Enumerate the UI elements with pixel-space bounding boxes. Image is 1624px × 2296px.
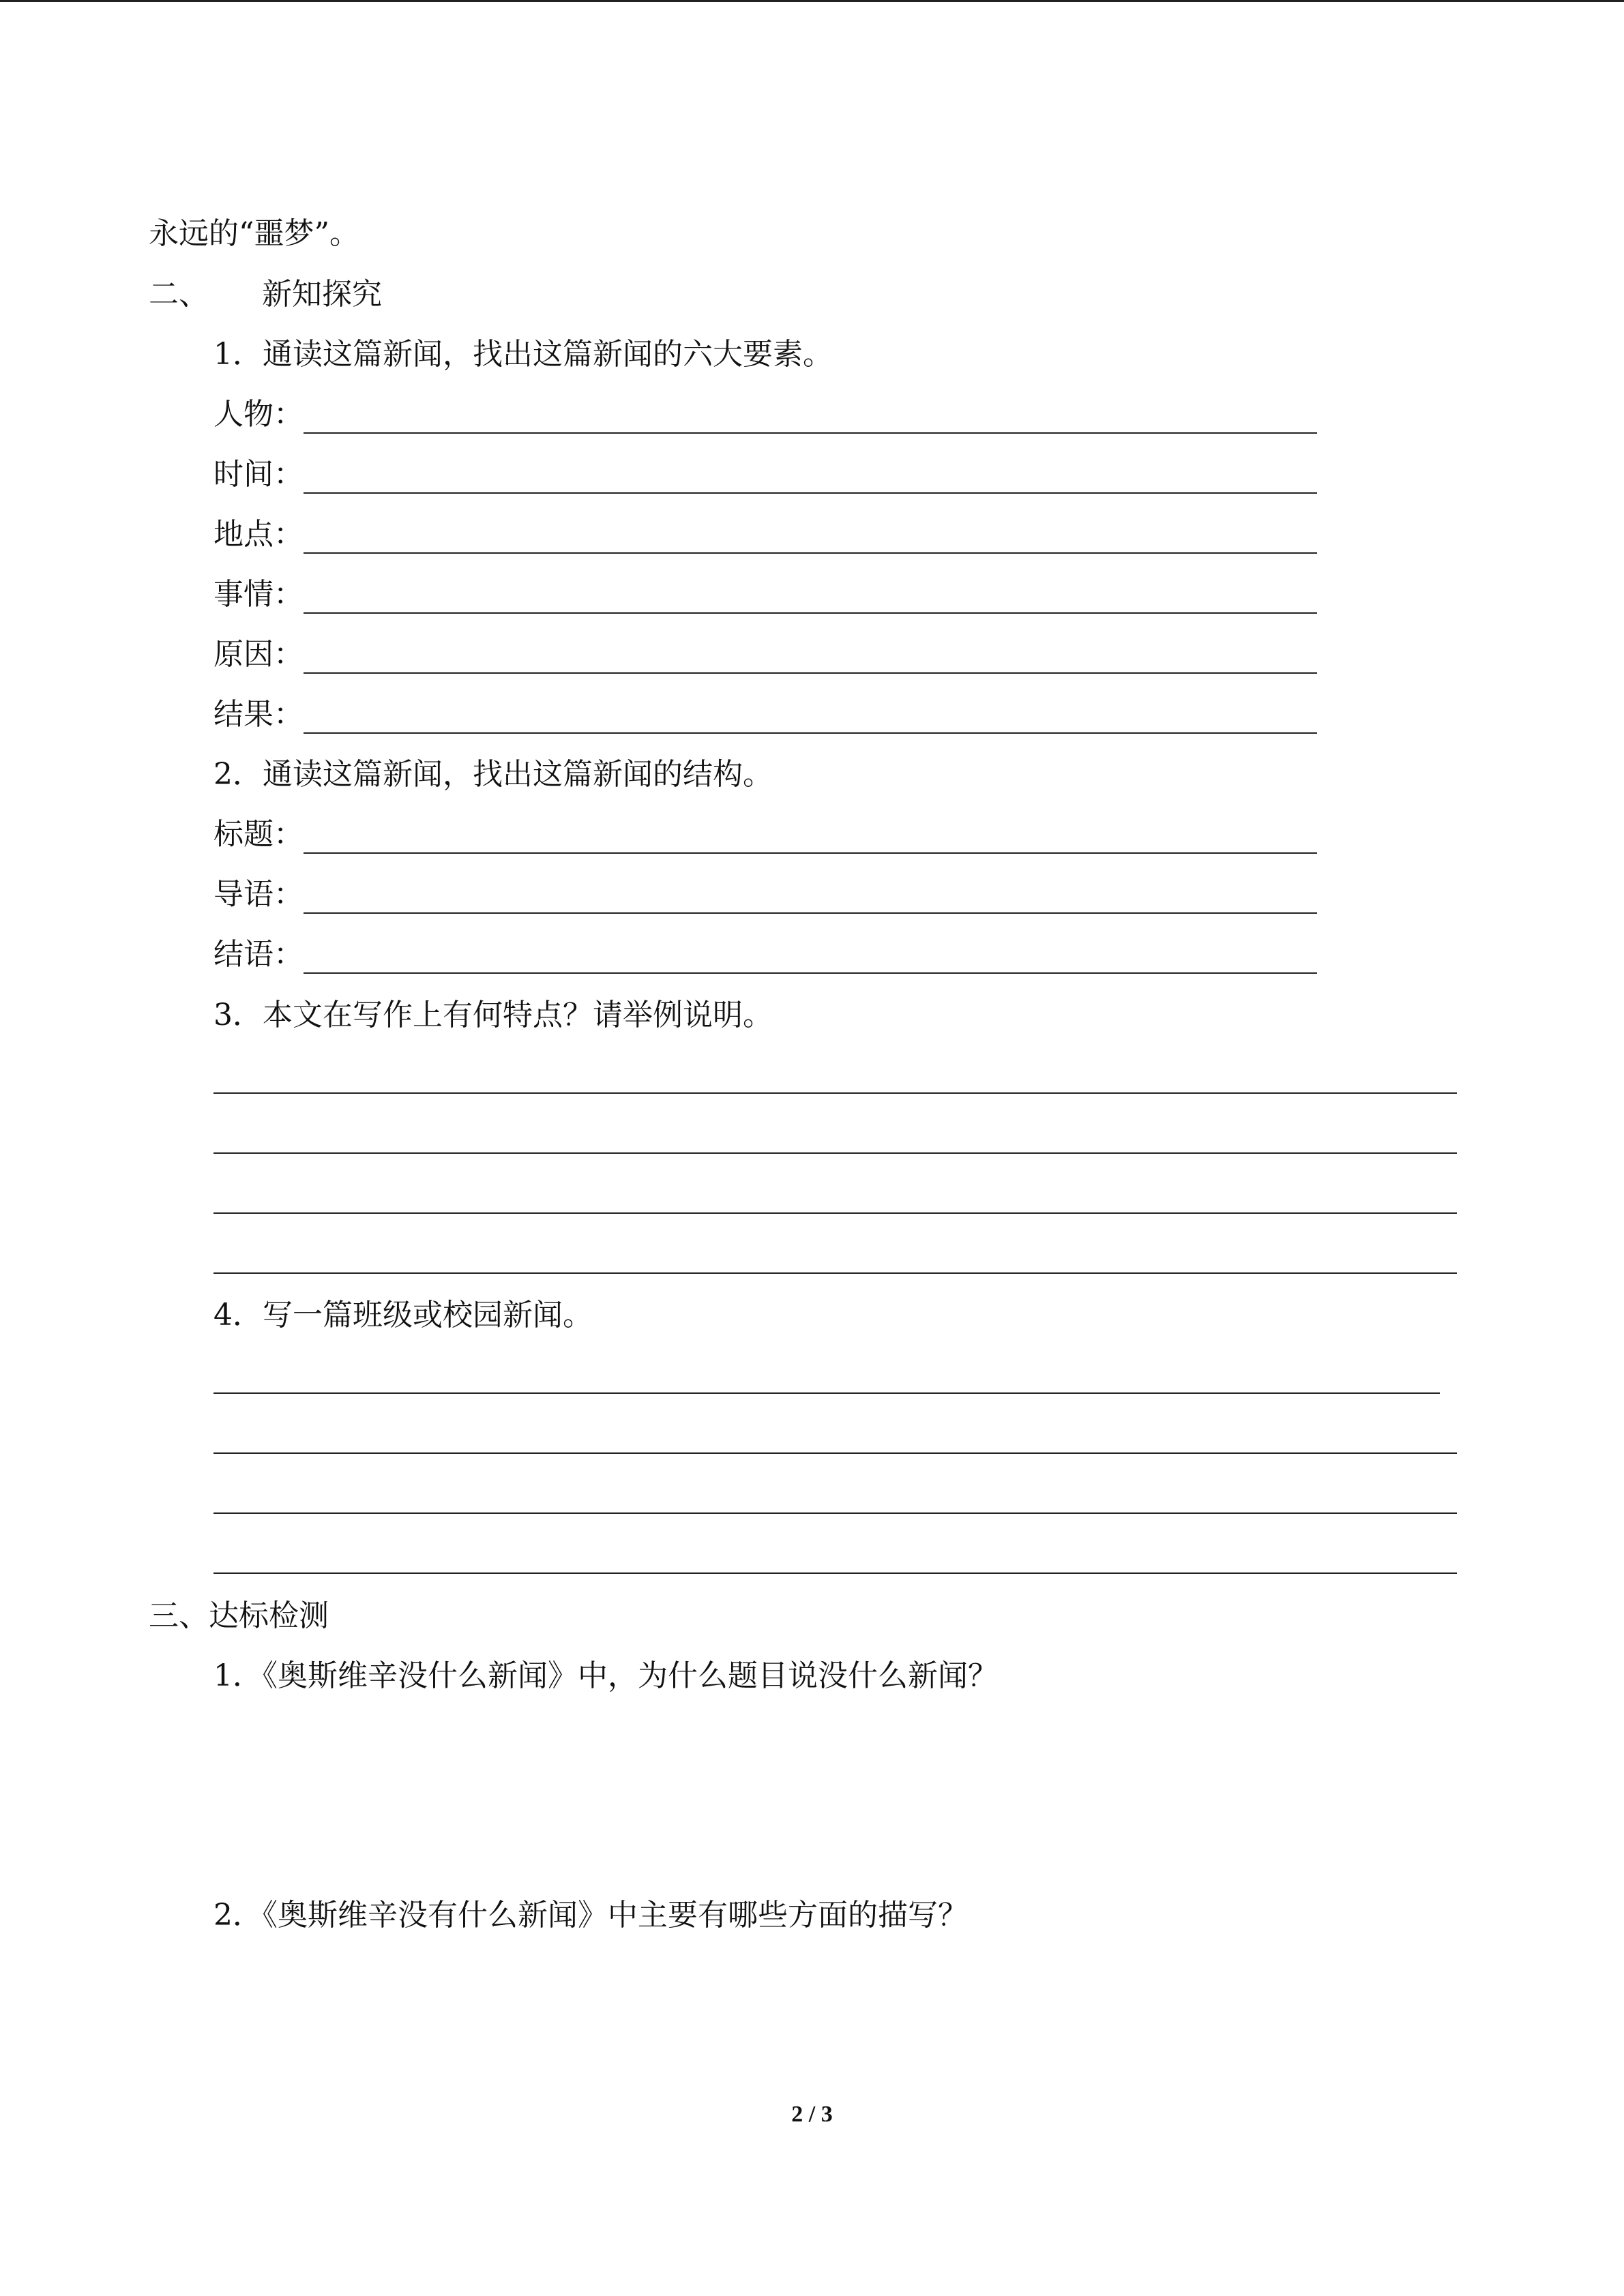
- q4-answer-line[interactable]: [213, 1452, 1457, 1454]
- field-conclusion: [213, 934, 1317, 975]
- field-label: 结果：: [213, 697, 304, 732]
- answer-line[interactable]: [304, 732, 1317, 734]
- field-label: 事情：: [213, 577, 304, 612]
- answer-line[interactable]: [304, 492, 1317, 494]
- q4-answer-line[interactable]: [213, 1392, 1440, 1394]
- section3-q1: 1．《奥斯维辛没什么新闻》中，为什么题目说没什么新闻？: [213, 1658, 998, 1693]
- field-label: 结语：: [213, 937, 304, 972]
- q2-prompt: 2．通读这篇新闻，找出这篇新闻的结构。: [213, 757, 773, 792]
- field-label: 时间：: [213, 457, 304, 492]
- field-label: 原因：: [213, 637, 304, 672]
- q4-prompt: 4．写一篇班级或校园新闻。: [213, 1298, 593, 1332]
- answer-line[interactable]: [304, 432, 1317, 434]
- section2-number: 二、: [149, 277, 209, 312]
- q3-answer-line[interactable]: [213, 1212, 1457, 1214]
- answer-line[interactable]: [304, 552, 1317, 554]
- field-label: 导语：: [213, 877, 304, 912]
- q1-prompt: 1．通读这篇新闻，找出这篇新闻的六大要素。: [213, 337, 833, 372]
- q4-answer-line[interactable]: [213, 1512, 1457, 1514]
- field-place: [213, 514, 1317, 555]
- section3-q2: 2．《奥斯维辛没有什么新闻》中主要有哪些方面的描写？: [213, 1898, 968, 1933]
- page-top-border: [0, 0, 1624, 2]
- field-label: 人物：: [213, 397, 304, 432]
- q3-answer-line[interactable]: [213, 1272, 1457, 1274]
- intro-tail-text: 永远的“噩梦”。: [149, 216, 359, 251]
- q4-answer-line[interactable]: [213, 1572, 1457, 1574]
- field-result: [213, 694, 1317, 735]
- field-lead: [213, 874, 1317, 915]
- field-people: [213, 394, 1317, 435]
- section3-title: 三、达标检测: [149, 1598, 329, 1633]
- field-time: [213, 454, 1317, 495]
- answer-line[interactable]: [304, 672, 1317, 674]
- answer-line[interactable]: [304, 612, 1317, 614]
- answer-line[interactable]: [304, 912, 1317, 914]
- page-number: 2 / 3: [791, 2102, 833, 2127]
- field-label: 标题：: [213, 817, 304, 852]
- field-label: 地点：: [213, 517, 304, 552]
- q3-answer-line[interactable]: [213, 1152, 1457, 1154]
- section2-title: 新知探究: [262, 277, 382, 312]
- answer-line[interactable]: [304, 972, 1317, 974]
- q3-answer-line[interactable]: [213, 1092, 1457, 1094]
- field-event: [213, 574, 1317, 615]
- field-headline: [213, 814, 1317, 855]
- answer-line[interactable]: [304, 852, 1317, 854]
- field-cause: [213, 634, 1317, 675]
- q3-prompt: 3．本文在写作上有何特点？请举例说明。: [213, 998, 773, 1032]
